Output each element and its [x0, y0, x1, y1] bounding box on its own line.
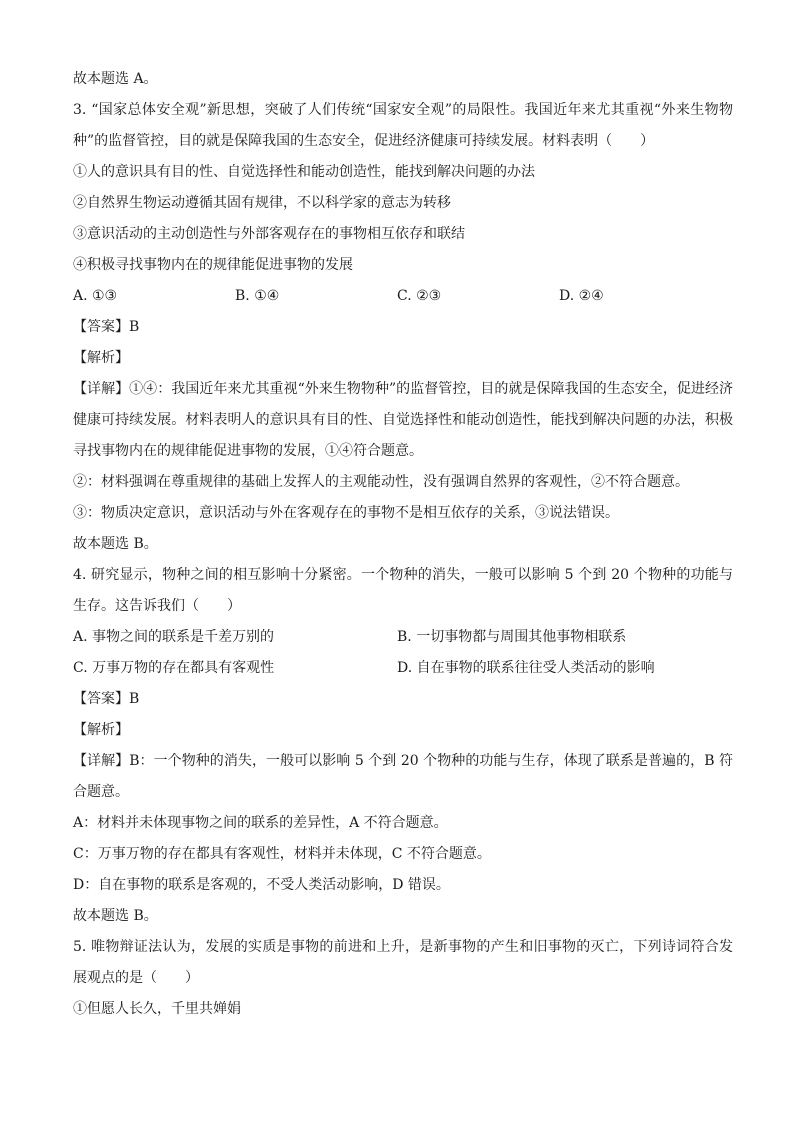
q4-options-row-2: [73, 653, 733, 684]
q3-answer: 【答案】B: [73, 319, 140, 335]
q4-option-d: D. 自在事物的联系往往受人类活动的影响: [397, 660, 655, 676]
q3-options: [73, 281, 733, 312]
q3-option-d: D. ②④: [559, 288, 604, 304]
q3-item-3: ③意识活动的主动创造性与外部客观存在的事物相互依存和联结: [73, 226, 465, 242]
q3-item-4: ④积极寻找事物内在的规律能促进事物的发展: [73, 257, 353, 273]
q3-conclusion: 故本题选 B。: [73, 536, 158, 552]
q4-detail-2: A：材料并未体现事物之间的联系的差异性，A 不符合题意。: [73, 815, 448, 831]
q3-item-1: ①人的意识具有目的性、自觉选择性和能动创造性，能找到解决问题的办法: [73, 164, 535, 180]
q3-detail-1: 【详解】①④：我国近年来尤其重视“外来生物物种”的监督管控，目的就是保障我国的生态安全，促进经济健康可持续发展。材料表明人的意识具有目的性、自觉选择性和能动创造性，能找到解决问题的办法，积极寻找事物内在的规律能促进事物的发展，①④符合题意。: [73, 381, 733, 459]
q4-detail-4: D：自在事物的联系是客观的，不受人类活动影响，D 错误。: [73, 877, 450, 893]
q3-detail-2: ②：材料强调在尊重规律的基础上发挥人的主观能动性，没有强调自然界的客观性，②不符合题意。: [73, 474, 689, 490]
q3-stem: 3. “国家总体安全观”新思想，突破了人们传统“国家安全观”的局限性。我国近年来尤其重视“外来生物物种”的监督管控，目的就是保障我国的生态安全，促进经济健康可持续发展。材料表明（ ）: [73, 102, 733, 149]
q3-item-2: ②自然界生物运动遵循其固有规律，不以科学家的意志为转移: [73, 195, 451, 211]
q4-detail-1: 【详解】B：一个物种的消失，一般可以影响 5 个到 20 个物种的功能与生存，体现了联系是普遍的，B 符合题意。: [73, 753, 733, 800]
q4-detail-3: C：万事万物的存在都具有客观性，材料并未体现，C 不符合题意。: [73, 846, 491, 862]
q3-option-c: C. ②③: [397, 288, 442, 304]
q3-option-b: B. ①④: [235, 288, 280, 304]
q4-options-row-1: [73, 622, 733, 653]
document-page: [73, 64, 733, 1025]
q4-option-a: A. 事物之间的联系是千差万别的: [73, 629, 275, 645]
q4-stem: 4. 研究显示，物种之间的相互影响十分紧密。一个物种的消失，一般可以影响 5 个到 20 个物种的功能与生存。这告诉我们（ ）: [73, 567, 733, 614]
q3-option-a: A. ①③: [73, 288, 118, 304]
q5-item-1: ①但愿人长久，千里共婵娟: [73, 1001, 241, 1017]
q4-option-c: C. 万事万物的存在都具有客观性: [73, 660, 275, 676]
q4-analysis-heading: 【解析】: [73, 722, 129, 738]
q4-conclusion: 故本题选 B。: [73, 908, 158, 924]
q3-detail-3: ③：物质决定意识，意识活动与外在客观存在的事物不是相互依存的关系，③说法错误。: [73, 505, 619, 521]
q4-answer: 【答案】B: [73, 691, 140, 707]
q4-option-b: B. 一切事物都与周围其他事物相联系: [397, 629, 627, 645]
q5-stem: 5. 唯物辩证法认为，发展的实质是事物的前进和上升，是新事物的产生和旧事物的灭亡，下列诗词符合发展观点的是（ ）: [73, 939, 733, 986]
q2-conclusion: 故本题选 A。: [73, 71, 158, 87]
q3-analysis-heading: 【解析】: [73, 350, 129, 366]
